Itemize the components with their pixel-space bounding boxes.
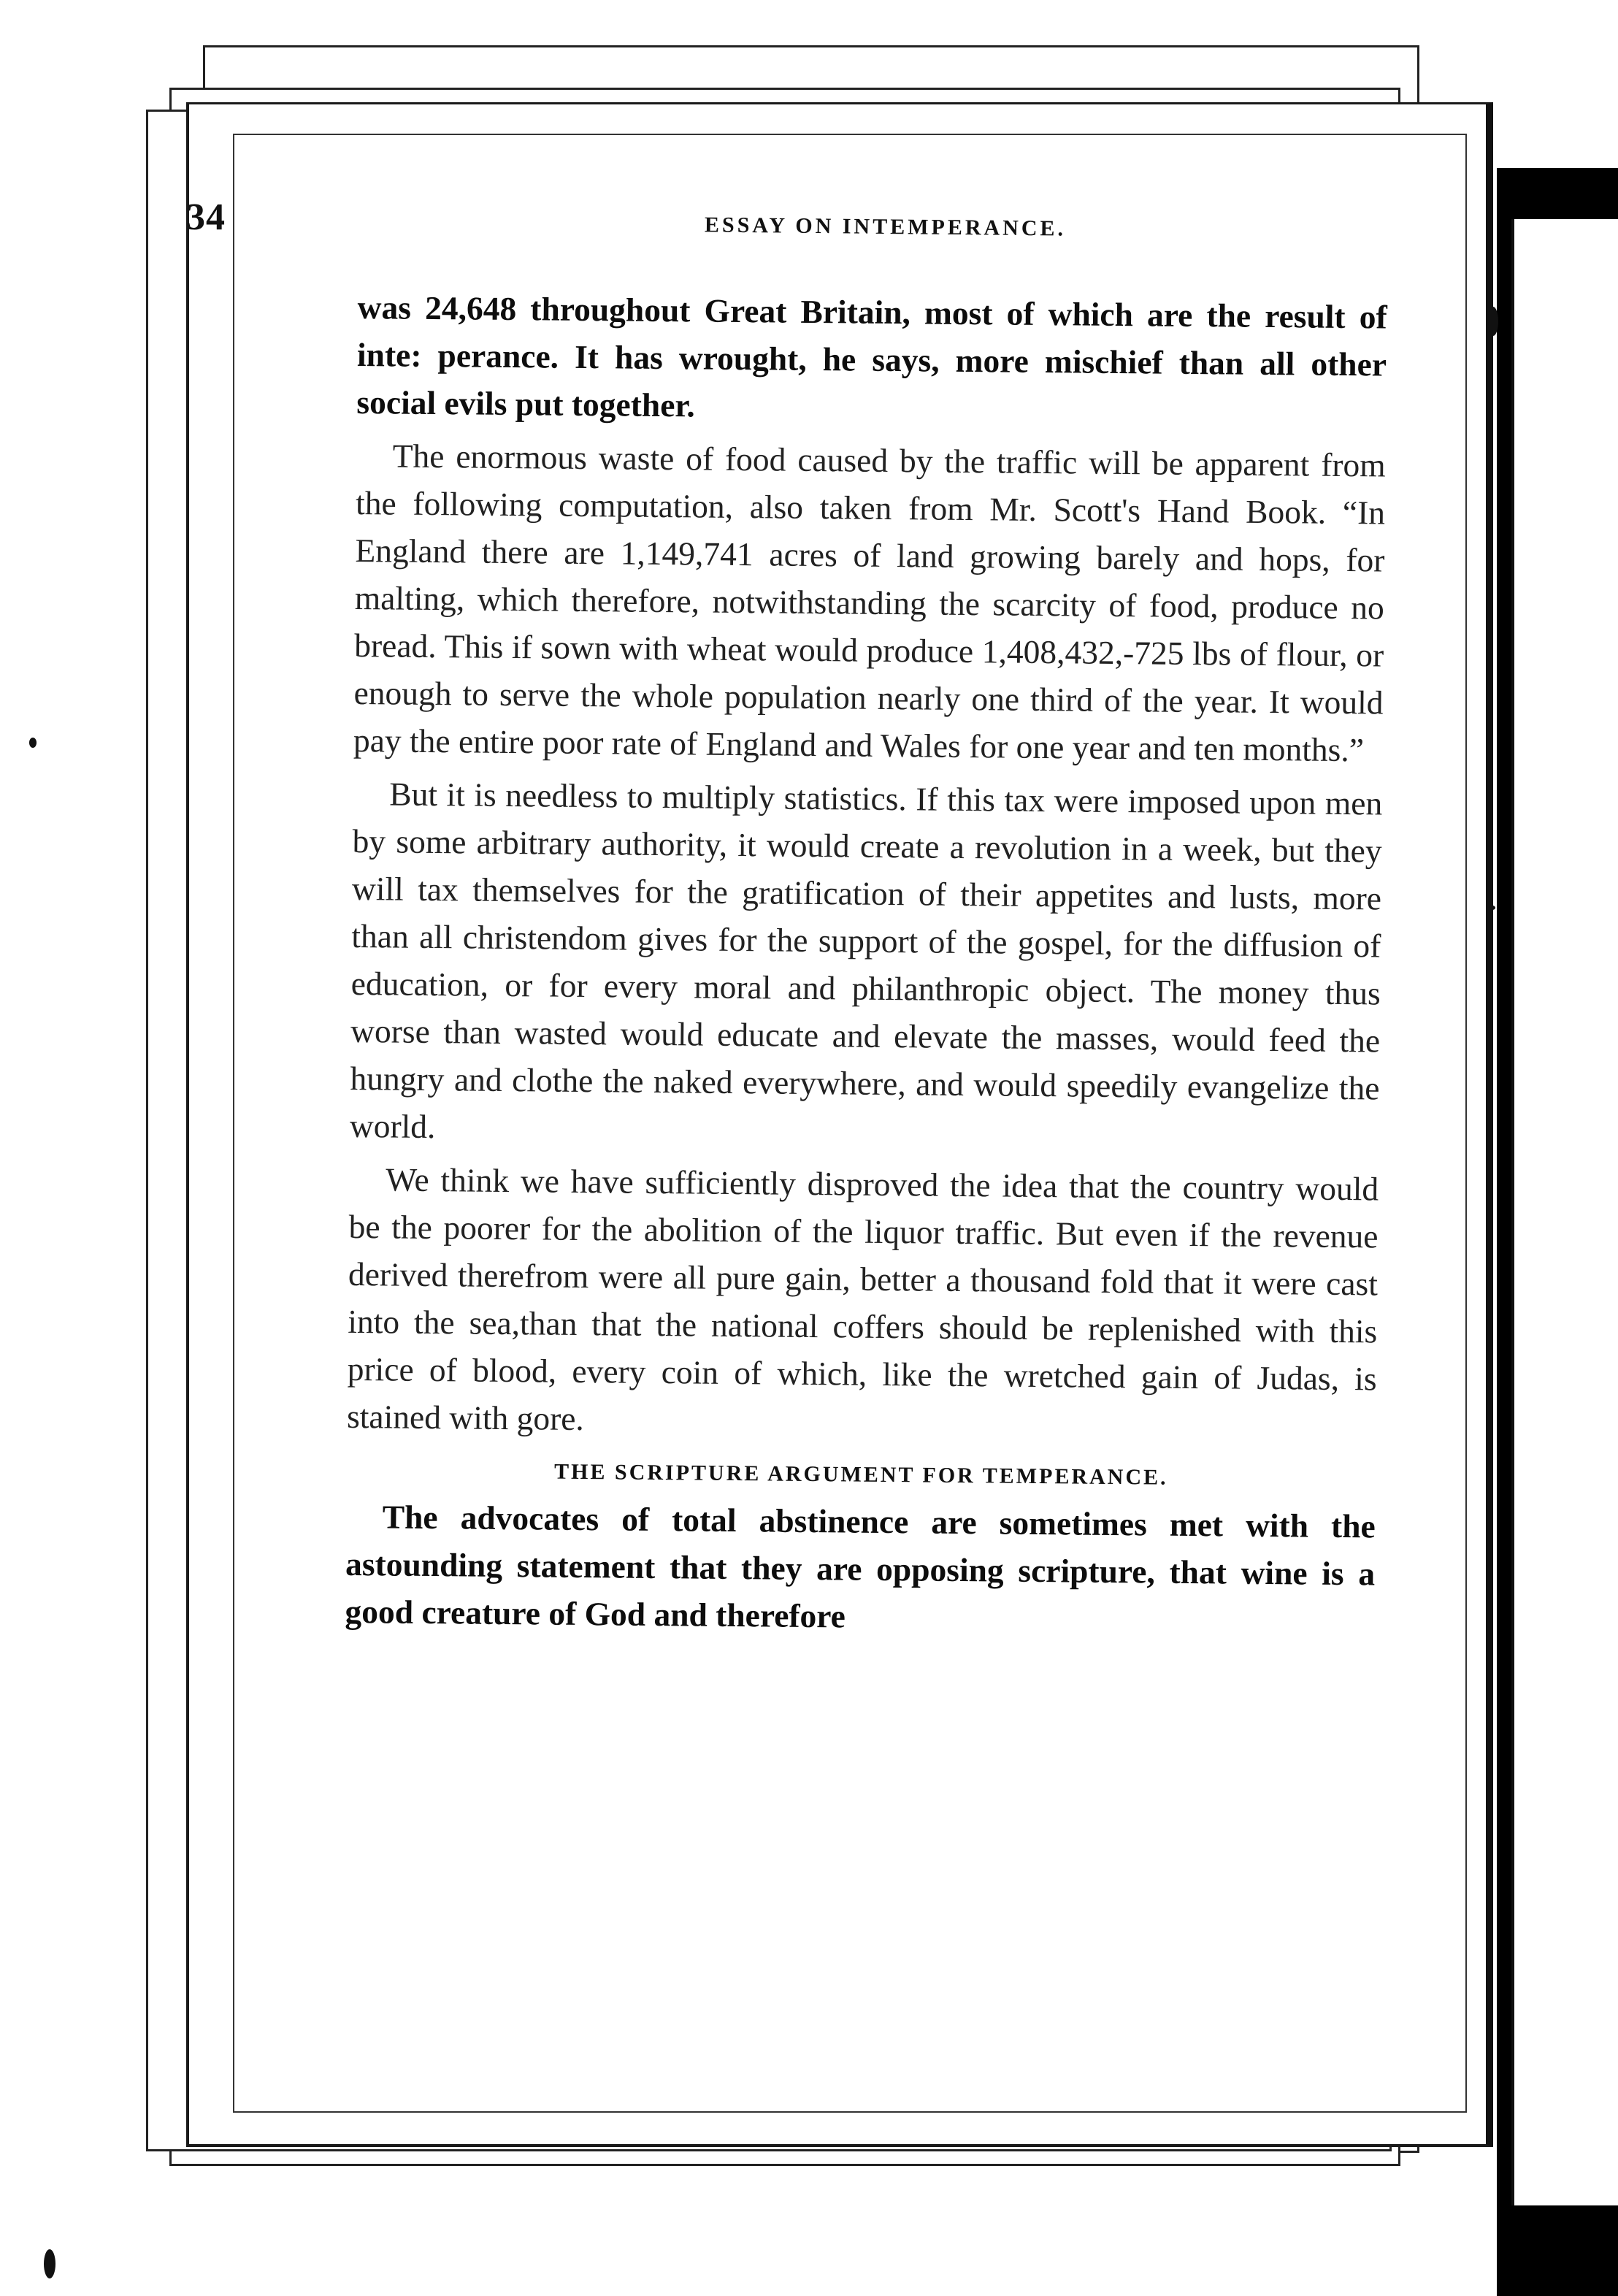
page-number: 34 xyxy=(186,196,226,238)
paragraph: We think we have sufficiently disproved the idea that the country would be the poorer for the abolition of the liquor traffic. But even if the revenue derived therefrom were all pure gain, better a thousand fold that it were cast into the sea,than that the national coffers should be replenished with this price of blood, every coin of which, like the wretched gain of Judas, is stained with gore. xyxy=(346,1160,1379,1438)
paragraph: The advocates of total abstinence are sometimes met with the astounding statement that they are opposing scripture, that wine is a good creature of God and therefore xyxy=(345,1498,1376,1635)
paragraph: was 24,648 throughout Great Britain, most of which are the result of inte: perance. It has wrought, he says, more mischief than all other social evils put together. xyxy=(356,288,1387,424)
scan-speck xyxy=(1489,906,1495,910)
running-title: ESSAY ON INTEMPERANCE. xyxy=(704,213,1067,241)
page-body xyxy=(345,283,1387,1650)
paragraph: But it is needless to multiply statistics. If this tax were imposed upon men by some arbitrary authority, it would create a revolution in a week, but they will tax themselves for the gratification of their appetites and lusts, more than all christendom gives for the support of the gospel, for the diffusion of education, or for every moral and philanthropic object. The money thus worse than wasted would educate and elevate the masses, would feed the hungry and clothe the naked everywhere, and would speedily evangelize the world. xyxy=(349,775,1383,1146)
section-heading: THE SCRIPTURE ARGUMENT FOR TEMPERANCE. xyxy=(553,1459,1168,1490)
facing-page-edge xyxy=(1511,219,1618,2205)
scan-speck xyxy=(44,2249,55,2278)
scan-speck xyxy=(29,738,37,748)
paragraph: The enormous waste of food caused by the traffic will be apparent from the following computation, also taken from Mr. Scott's Hand Book. “In England there are 1,149,741 acres of land growing barely and hops, for malting, which therefore, notwithstanding the scarcity of food, produce no bread. This if sown with wheat would produce 1,408,432,-725 lbs of flour, or enough to serve the whole population nearly one third of the year. It would pay the entire poor rate of England and Wales for one year and ten months.” xyxy=(353,437,1386,769)
scan-speck xyxy=(1488,307,1498,336)
page-header xyxy=(186,196,1398,247)
